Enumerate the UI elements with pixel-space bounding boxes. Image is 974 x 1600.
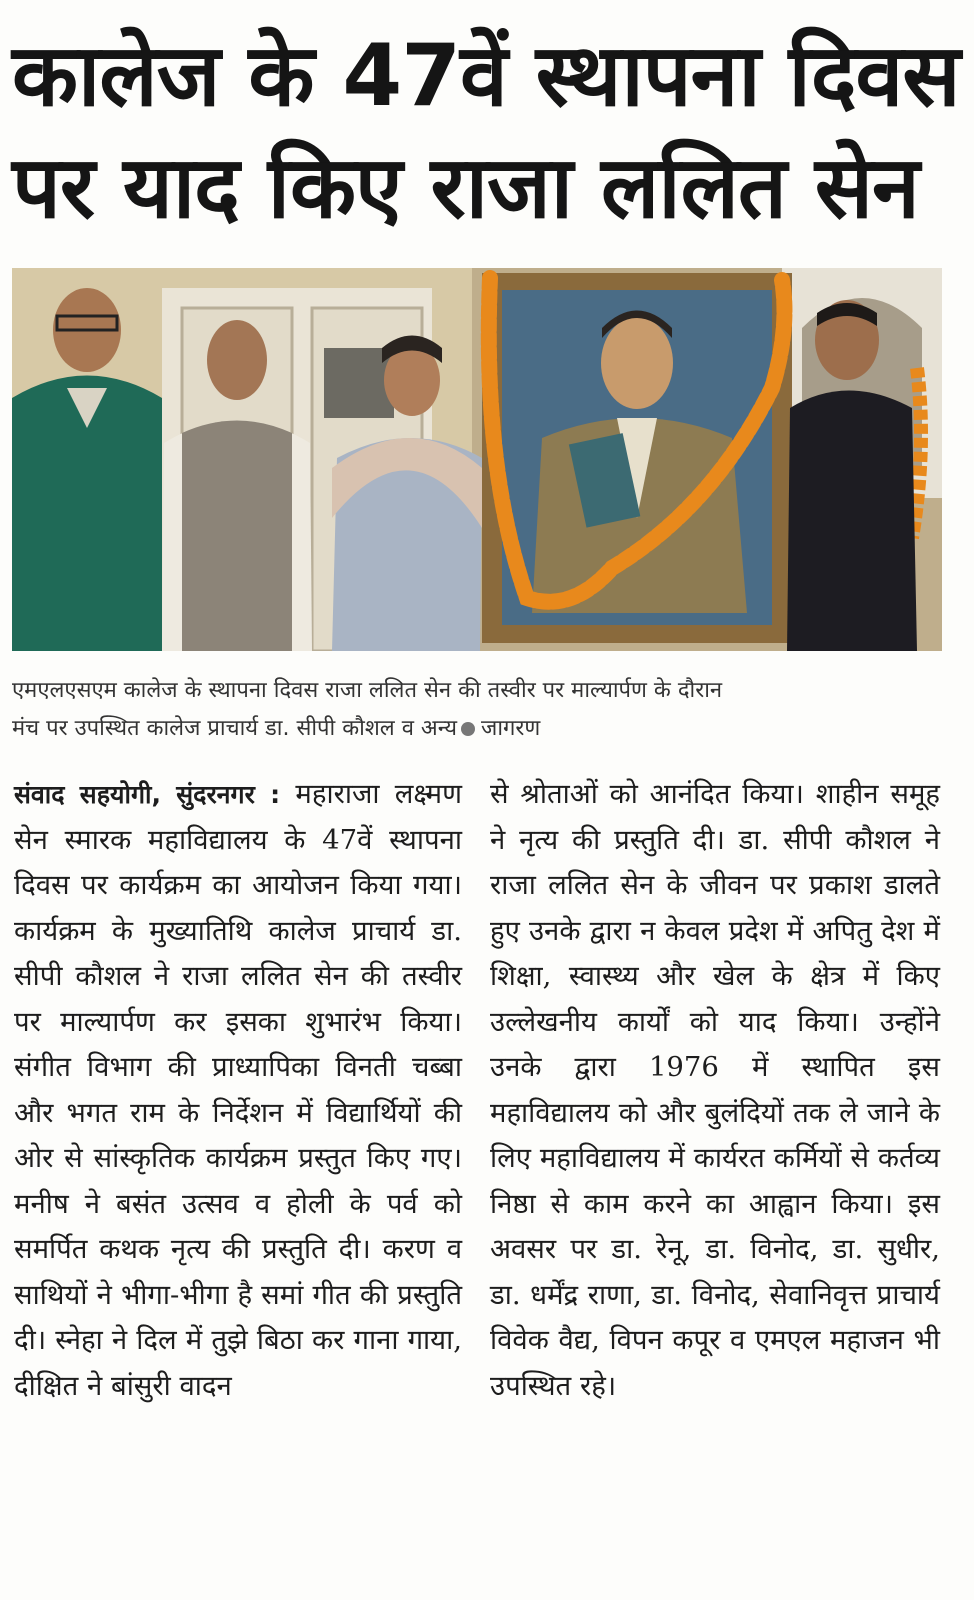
news-photo [12, 268, 942, 651]
photo-caption [12, 672, 952, 748]
bullet-dot-icon [461, 722, 475, 736]
article-column-left [14, 772, 462, 1409]
photo-credit: जागरण [481, 716, 541, 741]
article-body-right: से श्रोताओं को आनंदित किया। शाहीन समूह ने नृत्य की प्रस्तुति दी। डा. सीपी कौशल ने राजा ललित सेन के जीवन पर प्रकाश डालते हुए उनके द्वारा न केवल प्रदेश में अपितु देश में शिक्षा, स्वास्थ्य और खेल के क्षेत्र में किए उल्लेखनीय कार्यों को याद किया। उन्होंने उनके द्वारा 1976 में स्थापित इस महाविद्यालय को और बुलंदियों तक ले जाने के लिए महाविद्यालय में कार्यरत कर्मियों से कर्तव्य निष्ठा से काम करने का आह्वान किया। इस अवसर पर डा. रेनू, डा. विनोद, डा. सुधीर, डा. धर्मेंद्र राणा, डा. विनोद, सेवानिवृत्त प्राचार्य विवेक वैद्य, विपन कपूर व एमएल महाजन भी उपस्थित रहे। [490, 778, 940, 1402]
caption-line-2-text: मंच पर उपस्थित कालेज प्राचार्य डा. सीपी कौशल व अन्य [12, 716, 457, 741]
article-column-right [490, 772, 940, 1409]
headline-line-2: पर याद किए राजा ललित सेन [12, 138, 919, 238]
headline [12, 20, 960, 244]
headline-line-1: कालेज के 47वें स्थापना दिवस [12, 26, 960, 126]
caption-line-2 [12, 710, 952, 748]
group-photo-illustration [12, 268, 942, 651]
article-dateline: संवाद सहयोगी, सुंदरनगर : [14, 780, 281, 809]
article-body-left: महाराजा लक्ष्मण सेन स्मारक महाविद्यालय के 47वें स्थापना दिवस पर कार्यक्रम का आयोजन किया गया। कार्यक्रम के मुख्यातिथि कालेज प्राचार्य डा. सीपी कौशल ने राजा ललित सेन की तस्वीर पर माल्यार्पण कर इसका शुभारंभ किया। संगीत विभाग की प्राध्यापिका विनती चब्बा और भगत राम के निर्देशन में विद्यार्थियों की ओर से सांस्कृतिक कार्यक्रम प्रस्तुत किए गए। मनीष ने बसंत उत्सव व होली के पर्व को समर्पित कथक नृत्य की प्रस्तुति दी। करण व साथियों ने भीगा-भीगा है समां गीत की प्रस्तुति दी। स्नेहा ने दिल में तुझे बिठा कर गाना गाया, दीक्षित ने बांसुरी वादन [14, 778, 462, 1402]
caption-line-1: एमएलएसएम कालेज के स्थापना दिवस राजा ललित सेन की तस्वीर पर माल्यार्पण के दौरान [12, 678, 723, 703]
